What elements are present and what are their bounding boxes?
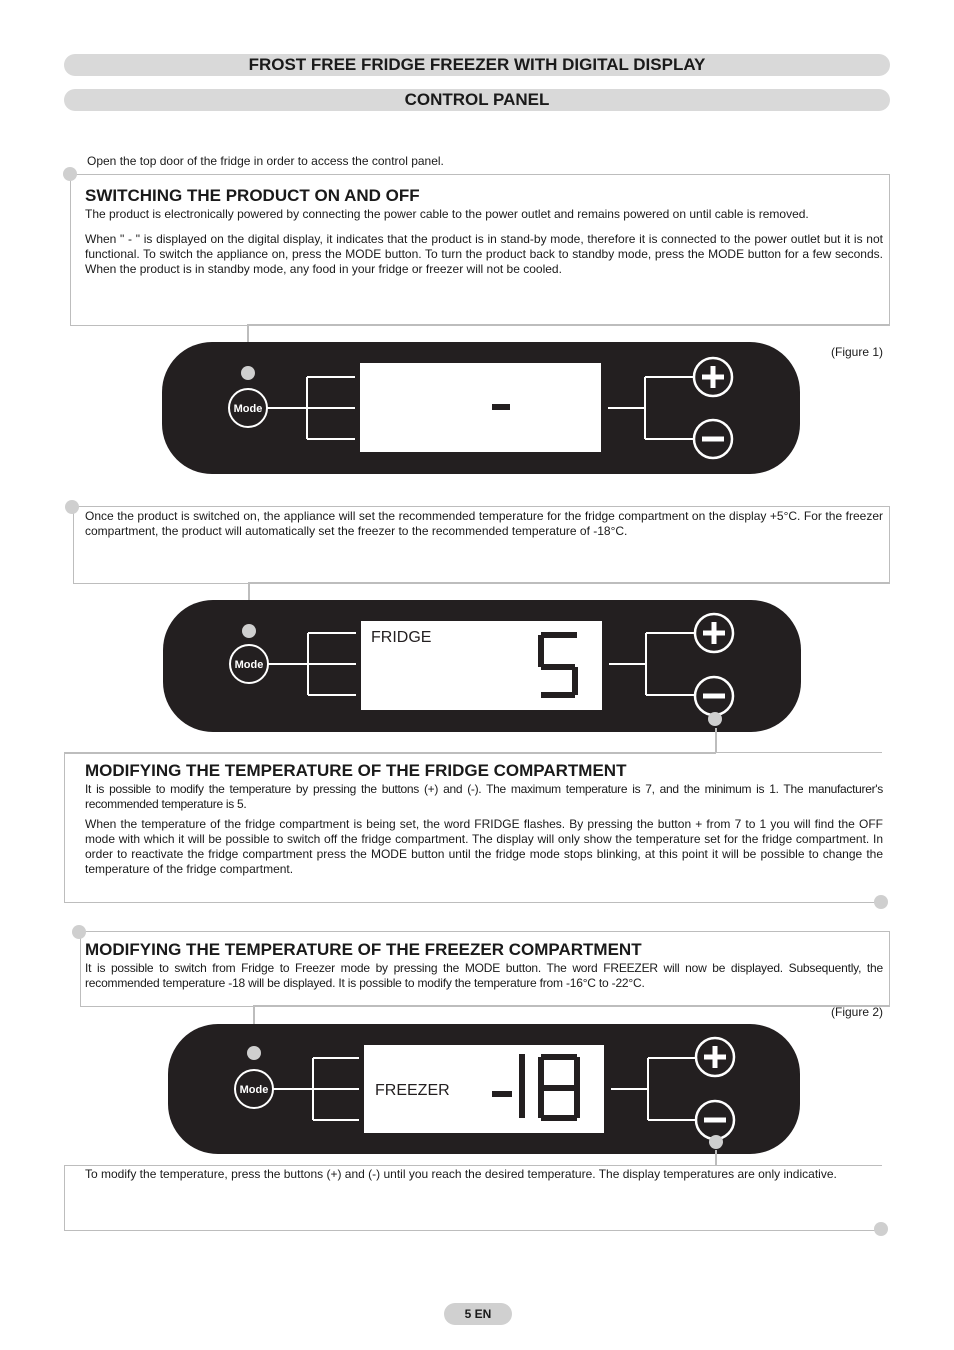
switched-on-text: Once the product is switched on, the appliance will set the recommended temperature for the fridge compartment on the display +5°C. For the freezer compartment, the product will automatically set the freezer to the recommended temperature of -18°C. — [85, 509, 883, 538]
fridge-paragraph-2: When the temperature of the fridge compartment is being set, the word FRIDGE flashes. By pressing the button + from 7 to 1 you will find the OFF mode with which it will be possible to switch off the fridge compartment. The display will only show the temperature set for the fridge compartment. In order to reactivate the fridge compartment press the MODE button until the fridge mode stops blinking, at this point it will be possible to change the temperature of the fridge compartment. — [85, 817, 883, 876]
bullet-dot — [874, 1222, 888, 1236]
connector-line — [253, 1005, 889, 1007]
minus-button[interactable] — [694, 420, 732, 458]
mode-button-label: Mode — [233, 403, 263, 415]
bullet-dot — [242, 624, 256, 638]
connector-line — [248, 582, 889, 584]
bullet-dot — [874, 895, 888, 909]
mode-button[interactable] — [235, 1070, 273, 1108]
bullet-dot — [63, 167, 77, 181]
fridge-paragraph-1: It is possible to modify the temperature by pressing the buttons (+) and (-). The maximum temperature is 7, and the minimum is 1. The manufacturer's recommended temperature is 5. — [85, 782, 883, 811]
connector-line — [64, 752, 716, 754]
bullet-dot — [72, 925, 86, 939]
freezer-paragraph-1: It is possible to switch from Fridge to Freezer mode by pressing the MODE button. The word FREEZER will now be displayed. Subsequently, the recommended temperature -18 will be displayed. It is possible to modify the temperature from -16°C to -22°C. — [85, 961, 883, 990]
bullet-dot — [708, 712, 722, 726]
intro-text: Open the top door of the fridge in order to access the control panel. — [87, 154, 444, 168]
bullet-dot — [709, 1135, 723, 1149]
connector-line — [247, 324, 889, 326]
connector-line — [715, 728, 717, 753]
figure-2-label: (Figure 2) — [831, 1005, 884, 1019]
connector-line — [715, 1150, 717, 1166]
plus-button[interactable] — [695, 614, 733, 652]
mode-button[interactable] — [229, 389, 267, 427]
bullet-dot — [247, 1046, 261, 1060]
final-note-text: To modify the temperature, press the buttons (+) and (-) until you reach the desired temperature. The display temperatures are only indicative. — [85, 1167, 837, 1181]
control-panel-fridge — [163, 600, 801, 732]
page-title: FROST FREE FRIDGE FREEZER WITH DIGITAL DISPLAY — [64, 54, 890, 76]
plus-button[interactable] — [696, 1038, 734, 1076]
display-label: FREEZER — [375, 1082, 450, 1099]
bullet-dot — [65, 500, 79, 514]
mode-button[interactable] — [230, 645, 268, 683]
minus-button[interactable] — [695, 677, 733, 715]
plus-button[interactable] — [694, 358, 732, 396]
switch-heading: SWITCHING THE PRODUCT ON AND OFF — [85, 186, 420, 205]
figure-1-label: (Figure 1) — [831, 345, 884, 359]
mode-button-label: Mode — [239, 1084, 269, 1096]
control-panel-freezer — [168, 1024, 800, 1154]
switch-paragraph-1: The product is electronically powered by connecting the power cable to the power outlet and remains powered on until cable is removed. — [85, 207, 809, 221]
bullet-dot — [241, 366, 255, 380]
switch-paragraph-2: When " - " is displayed on the digital display, it indicates that the product is in stand-by mode, therefore it is connected to the power outlet but it is not functional. To switch the appliance on, press the MODE button. To turn the product back to standby mode, press the MODE button for a few seconds. When the product is in standby mode, any food in your fridge or freezer will not be cooled. — [85, 232, 883, 276]
display-dash — [492, 404, 510, 410]
fridge-heading: MODIFYING THE TEMPERATURE OF THE FRIDGE COMPARTMENT — [85, 761, 627, 780]
display-screen — [360, 363, 601, 452]
mode-button-label: Mode — [234, 659, 264, 671]
freezer-heading: MODIFYING THE TEMPERATURE OF THE FREEZER COMPARTMENT — [85, 940, 642, 959]
display-label: FRIDGE — [371, 629, 432, 646]
control-panel-standby — [162, 342, 800, 474]
page-number: 5 EN — [444, 1303, 512, 1325]
section-title: CONTROL PANEL — [64, 89, 890, 111]
minus-button[interactable] — [696, 1101, 734, 1139]
